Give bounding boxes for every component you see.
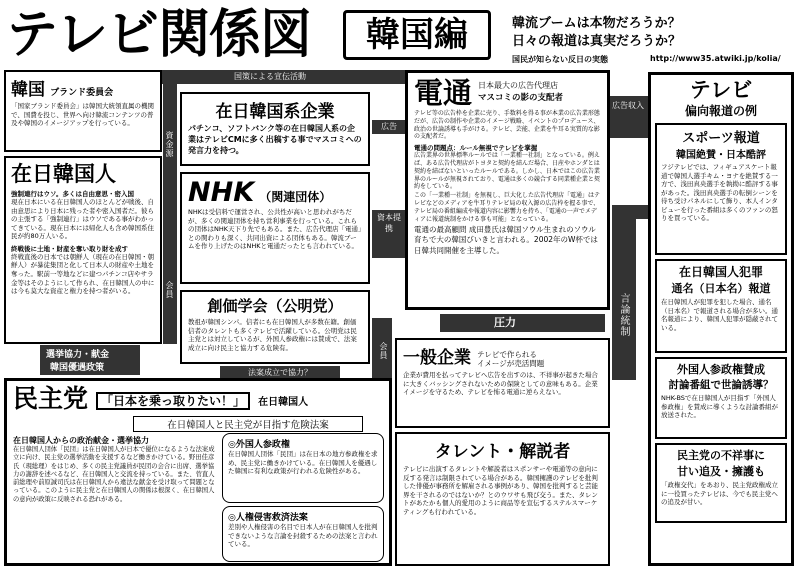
talent-body: テレビに出演するタレントや解説者はスポンサーや電通等の意向に反する発言は制限されている場合がある。韓国擁護のテレビを批判した俳優が事務所を解雇される事例があり、韓国を批判すると芸能界を干されるのではないか？とのウワサも飛び交う。また、タレントがあたかも個人的愛用のように商品等を宣伝するステルスマーケティングも行われている。 xyxy=(403,465,598,516)
tv-bias-box xyxy=(648,72,794,566)
nhk-title: NHK xyxy=(188,177,255,208)
tv-bias-item-3-title-2: 討論番組で世論誘導？ xyxy=(668,379,774,391)
democrats-box xyxy=(4,378,392,566)
label-ad-revenue: 広告収入 xyxy=(612,101,644,110)
dentsu-box xyxy=(405,70,610,310)
law-human-rights-body: 差別や人権侵害の名目で日本人が在日韓国人を批判できないような言論を封殺するための法案と言われている。 xyxy=(228,523,378,549)
tv-bias-item-1-title-2: 韓国絶賛・日本酷評 xyxy=(676,150,766,161)
korea-brand-subtitle: ブランド委員会 xyxy=(50,88,114,98)
zainichi-box xyxy=(4,156,162,344)
tv-bias-item-3 xyxy=(655,357,787,439)
tv-bias-item-4-title-2: 甘い追及・擁護も xyxy=(677,465,765,478)
law-human-rights-title: ◎人権侵害救済法案 xyxy=(228,513,308,523)
sokagakkai-body: 教祖が韓国シンパ。信者にも在日韓国人が多数在籍。創価信者のタレントも多くテレビで活躍している。公明党は民主党とは対立しているが、外国人参政権には賛成で、法案成立に向け民主と協力する危険有。 xyxy=(188,318,357,352)
democrats-quote-suffix: 在日韓国人 xyxy=(258,396,309,408)
general-companies-box xyxy=(395,338,610,428)
zainichi-body-2: 終戦直後の日本では朝鮮人（現在の在日韓国・朝鮮人）が暴徒集団と化して日本人の財産や土地を奪った。駅前一等地などに建つパチンコ店やサラ金等はそのようにして作られ、在日韓国人の中には今も莫大な資産と権力を持つ者がいる。 xyxy=(11,252,155,296)
general-companies-body: 企業が費用を払ってテレビへ広告を出すのは、不祥事が起きた場合に大きくバッシングされないための保険としての意味もある。企業イメージを守るため、テレビを怖る電通に逆らえない。 xyxy=(403,371,598,397)
label-sokagakkai-cooperation: 法案成立で協力？ xyxy=(226,367,334,379)
law-suffrage-title: ◎外国人参政権 xyxy=(228,440,290,450)
label-funding-source: 資金源 xyxy=(164,124,176,164)
nhk-body: NHKは受信料で運営され、公共性が高いと思われがちだが、多くの関連団体を持ち営利事業を行っている。これらの団体はNHK天下り先でもある。また、広告代理店「電通」との関わりも深く、共同出資による団体もある。韓流ブームを作り上げたのはNHKと電通だったとも言われている。 xyxy=(188,208,362,251)
tv-bias-item-2-title-1: 在日韓国人犯罪 xyxy=(678,265,763,279)
nhk-box xyxy=(180,172,370,284)
dentsu-subtitle-2: マスコミの影の支配者 xyxy=(478,93,564,103)
label-members-left: 会員 xyxy=(164,275,176,305)
tv-bias-item-3-body: NHK-BSで在日韓国人が目指す「外国人参政権」を賛成に導くような討論番組が放送された。 xyxy=(661,394,778,420)
dentsu-subtitle-1: 日本最大の広告代理店 xyxy=(478,81,559,90)
label-korea-priority: 韓国優遇政策 xyxy=(50,363,105,373)
label-capital-provision: 資本提携 xyxy=(377,213,401,233)
dentsu-body-2: 広告業界の世界標準ルールでは「一業種一社制」となっている。例えば、ある広告代理店がトヨタと契約を結んだ場合、日産やホンダとは契約を結ばないといったルールである。しかし、日本ではこの広告業界のルールが無視されており、電通は多くの競合する同業種企業と契約をしている。 xyxy=(414,152,600,191)
header-url[interactable]: http://www35.atwiki.jp/kolia/ xyxy=(650,54,781,63)
zainichi-lead: 強制連行はウソ。多くは自由意思・密入国 xyxy=(11,190,135,198)
general-companies-subtitle-1: テレビで作られる xyxy=(477,350,537,359)
general-companies-title: 一般企業 xyxy=(403,348,471,368)
tv-bias-item-4 xyxy=(655,443,787,523)
label-speech-control: 言論統制 xyxy=(614,285,632,345)
tv-bias-item-4-title-1: 民主党の不祥事に xyxy=(677,449,765,462)
tv-bias-item-3-title-1: 外国人参政権賛成 xyxy=(677,363,765,376)
nhk-subtitle: （関連団体） xyxy=(259,190,332,204)
tv-bias-item-2-title-2: 通名（日本名）報道 xyxy=(671,282,771,295)
tv-bias-item-1-title-1: スポーツ報道 xyxy=(682,131,760,146)
dentsu-body-1: テレビ等の広告枠を企業に売り、手数料を得る事が本業の広告業形態だが、広告の制作や企業のイメージ戦略、イベントのプロデュース、政治の世論誘導も手がける。テレビ、芸能、企業を牛耳る実質的な影の支配者だ。 xyxy=(414,110,600,141)
connector-vertical-left xyxy=(163,84,177,344)
zainichi-company-body: パチンコ、ソフトバンク等の在日韓国人系の企業はテレビCMに多く出稿する事でマスコミへの発言力を持つ。 xyxy=(188,124,362,155)
korea-brand-title: 韓国 xyxy=(11,80,45,100)
zainichi-body-1: 現在日本にいる在日韓国人のほとんどが戦後、自由意思により日本に残った者や密入国者だ。彼らの主張する「強制連行」はウソである事がわかってきている。現在日本には帰化人も含め韓国系住民が約80万人いる。 xyxy=(11,198,154,241)
zainichi-company-title: 在日韓国系企業 xyxy=(215,102,335,122)
democrats-title: 民主党 xyxy=(13,384,89,413)
dentsu-title: 電通 xyxy=(414,76,473,110)
label-pressure: 圧力 xyxy=(470,316,540,330)
label-national-policy: 国策による宣伝活動 xyxy=(200,71,340,83)
dentsu-body-3: この「一業種一社制」を無視し、巨大化した広告代理店「電通」はテレビなどのメディアを牛耳りテレビ局の収入源の広告枠を握る事で、テレビ局の番組編成や報道内容に影響力を持ち、「電通の一声でメディアに報道統制をかける事も可能」となっている。 xyxy=(414,192,601,223)
korea-brand-body: 「国家ブランド委員会」は韓国大統領直属の機関で、国費を投じ、世界へ向け韓流コンテンツの普及や韓国のイメージアップを行っている。 xyxy=(11,102,154,128)
tv-bias-item-1-body: フジテレビでは、フィギュアスケート報道で韓国人選手キム・ヨナを絶賛する一方で、浅田真央選手を執拗に酷評する事があった。浅田真央選手の転倒シーンを待ち受けパネルにして飾り、本人インタビューを行った番組は多くのファンの怒りを買っている。 xyxy=(661,163,778,223)
sokagakkai-box xyxy=(180,290,370,364)
dentsu-body-4: 電通の最高顧問 成田豊氏は韓国ソウル生まれのソウル育ちで大の韓国びいきと言われる。2002年のW杯では日韓共同開催を主導した。 xyxy=(414,225,598,255)
tv-bias-item-2-body: 在日韓国人が犯罪を犯した場合、通名（日本名）で報道される場合が多い。通名報道により、韓国人犯罪が隠蔽されている。 xyxy=(661,298,778,332)
tv-bias-item-4-body: 「政権交代」をあおり、民主党政権成立に一役買ったテレビは、今でも民主党への追及が甘い。 xyxy=(661,481,778,507)
law-suffrage-body: 在日韓国人団体「民団」は在日本の地方参政権を求め、民主党に働きかけている。在日韓国人を優遇した韓国に有利な政策が行われる危険性がある。 xyxy=(228,450,378,476)
talent-box xyxy=(395,432,610,566)
law-suffrage-box xyxy=(222,433,384,503)
democrats-body: 在日韓国人団体「民団」は在日韓国人が日本で優位になるような法案成立に向け、民主党の選挙活動を支援するなど働きかけている。野田佳彦氏（現総理）をはじめ、多くの民主党議員が民団の会合に出席、選挙協力の謝辞を述べるなど、在日韓国人と交流を持っている。また、菅直人前総理や前原誠司氏は在日韓国人から違法な献金を受け取って問題となっている。このように民主党と在日韓国人の関係は根深く、在日韓国人の意向が政策に反映される恐れがある。 xyxy=(13,446,215,503)
tv-bias-item-1 xyxy=(655,123,787,255)
page-title: テレビ関係図 xyxy=(6,5,311,65)
sokagakkai-title: 創価学会（公明党） xyxy=(207,297,343,315)
tv-bias-subtitle: 偏向報道の例 xyxy=(684,104,757,118)
header-question-2: 日々の報道は真実だろうか？ xyxy=(512,34,682,49)
zainichi-title: 在日韓国人 xyxy=(11,162,116,186)
header-tagline: 国民が知らない反日の実態 xyxy=(512,55,608,64)
law-human-rights-box xyxy=(222,506,384,562)
dentsu-lead: 電通の問題点：ルール無視でテレビを掌握 xyxy=(414,144,538,153)
general-companies-subtitle-2: イメージが売活問題 xyxy=(477,359,545,368)
korea-brand-box xyxy=(4,70,162,152)
tv-bias-title: テレビ xyxy=(689,78,753,102)
label-ad: 広告 xyxy=(374,121,404,133)
tv-bias-item-2 xyxy=(655,259,787,353)
democrats-lead: 在日韓国人からの政治献金・選挙協力 xyxy=(13,436,149,445)
label-election-help: 選挙協力・献金 xyxy=(46,350,110,360)
header-question-1: 韓流ブームは本物だろうか？ xyxy=(512,16,681,31)
democrats-strip: 在日韓国人と民主党が目指す危険法案 xyxy=(133,416,363,432)
connector-speech-right xyxy=(612,205,652,219)
page-subtitle: 韓国編 xyxy=(343,10,491,60)
label-members-mid: 会員 xyxy=(374,336,390,366)
talent-title: タレント・解説者 xyxy=(434,442,571,462)
zainichi-lead-2: 終戦後に土地・財産を奪い取り財を成す xyxy=(11,244,128,253)
democrats-quote: 「日本を乗っ取りたい！」 xyxy=(96,392,250,410)
zainichi-company-box xyxy=(180,92,370,166)
